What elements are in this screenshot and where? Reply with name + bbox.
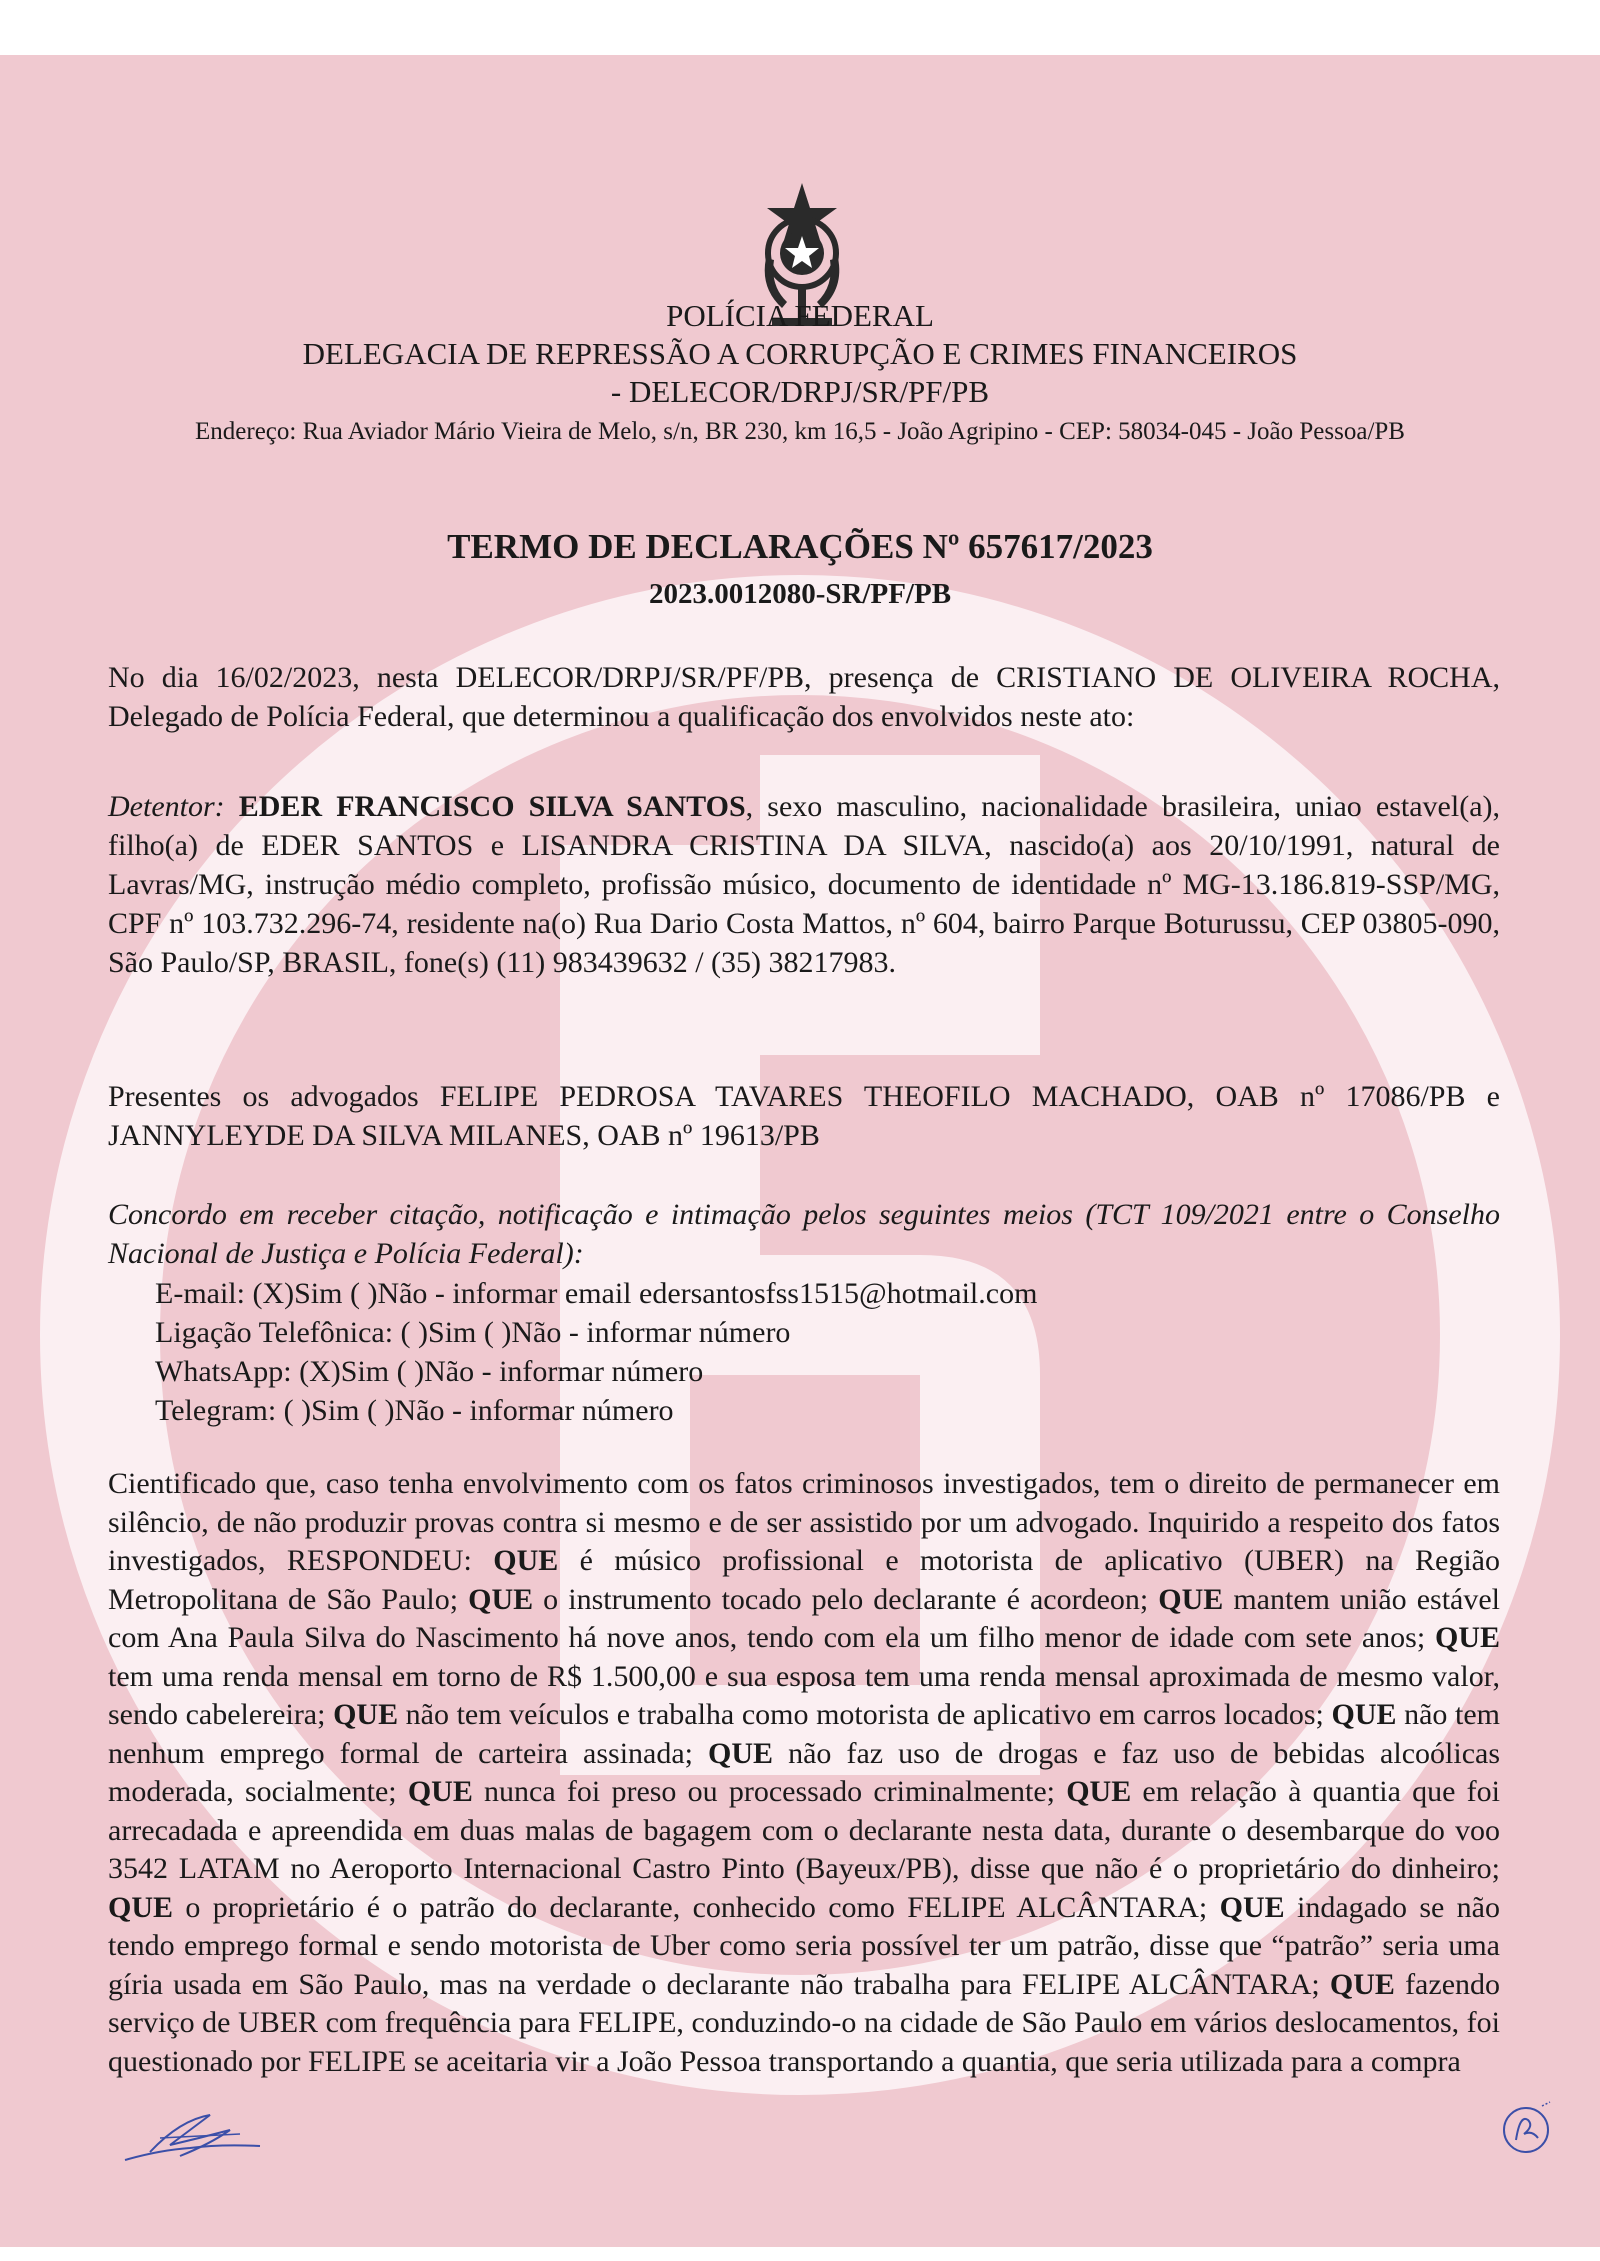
organization-name: POLÍCIA FEDERAL: [666, 298, 934, 333]
que-marker: QUE: [1331, 1698, 1397, 1731]
detentor-label: Detentor:: [108, 790, 225, 823]
que-marker: QUE: [468, 1582, 534, 1616]
statement-text: fazendo serviço de UBER com frequência para FELIPE, conduzindo-o na cidade de São Paulo em vários deslocamentos, foi questionado por FELIPE se aceitaria vir a João Pessoa transportando a quantia, que seria utilizada para a compra: [108, 1967, 1501, 2078]
detentor-name: EDER FRANCISCO SILVA SANTOS: [238, 790, 746, 823]
statement-text: o instrumento tocado pelo declarante é acordeon;: [533, 1582, 1159, 1616]
statement-text: é músico profissional e motorista de aplicativo (UBER) na Região Metropolitana de São Paulo;: [108, 1544, 1500, 1616]
statement-text: nunca foi preso ou processado criminalmente;: [472, 1775, 1067, 1808]
unit-code: - DELECOR/DRPJ/SR/PF/PB: [610, 374, 990, 409]
lawyers-paragraph: Presentes os advogados FELIPE PEDROSA TAVARES THEOFILO MACHADO, OAB nº 17086/PB e JANNYLEYDE DA SILVA MILANES, OAB nº 19613/PB: [108, 1080, 1500, 1152]
document-reference: 2023.0012080-SR/PF/PB: [648, 578, 952, 610]
detentor-paragraph: [108, 787, 1500, 982]
que-marker: QUE: [1066, 1775, 1132, 1808]
que-marker: QUE: [1219, 1890, 1285, 1924]
que-marker: QUE: [1329, 1967, 1395, 2001]
contact-option-whatsapp: WhatsApp: (X)Sim ( )Não - informar número: [155, 1355, 704, 1388]
que-marker: QUE: [1434, 1621, 1500, 1654]
contact-option-telegram: Telegram: ( )Sim ( )Não - informar número: [155, 1394, 674, 1427]
detentor-details: , sexo masculino, nacionalidade brasileira, uniao estavel(a), filho(a) de EDER SANTOS e LISANDRA CRISTINA DA SILVA, nascido(a) aos 20/10/1991, natural de Lavras/MG, instrução médio completo, profissão músico, documento de identidade nº MG-13.186.819-SSP/MG, CPF nº 103.732.296-74, residente na(o) Rua Dario Costa Mattos, nº 604, bairro Parque Boturussu, CEP 03805-090, São Paulo/SP, BRASIL, fone(s) (11) 983439632 / (35) 38217983.: [108, 790, 1500, 979]
rubric-right-icon: [1498, 2100, 1554, 2156]
statement-text: em relação à quantia que foi arrecadada e apreendida em duas malas de bagagem com o declarante nesta data, durante o desembarque do voo 3542 LATAM no Aeroporto Internacional Castro Pinto (Bayeux/PB), disse que não é o proprietário do dinheiro;: [108, 1775, 1500, 1885]
statement-text: tem uma renda mensal em torno de R$ 1.500,00 e sua esposa tem uma renda mensal aproximada de mesmo valor, sendo cabelereira;: [108, 1659, 1500, 1731]
contact-option-phone: Ligação Telefônica: ( )Sim ( )Não - informar número: [155, 1316, 791, 1349]
que-marker: QUE: [708, 1736, 774, 1770]
signature-bottom-icon: [120, 2100, 280, 2170]
consent-paragraph: Concordo em receber citação, notificação e intimação pelos seguintes meios (TCT 109/2021 entre o Conselho Nacional de Justiça e Polícia Federal):: [108, 1198, 1500, 1270]
statement-text: não tem nenhum emprego formal de carteira assinada;: [108, 1698, 1500, 1770]
contact-options-list: [155, 1274, 1037, 1430]
statement-text: indagado se não tendo emprego formal e sendo motorista de Uber como seria possível ter um patrão, disse que “patrão” seria uma gíria usada em São Paulo, mas na verdade o declarante não trabalha para FELIPE ALCÂNTARA;: [108, 1890, 1501, 2001]
department-name: DELEGACIA DE REPRESSÃO A CORRUPÇÃO E CRIMES FINANCEIROS: [302, 336, 1298, 371]
que-marker: QUE: [407, 1775, 473, 1808]
statement-body: [108, 1465, 1500, 2081]
intro-paragraph: No dia 16/02/2023, nesta DELECOR/DRPJ/SR/PF/PB, presença de CRISTIANO DE OLIVEIRA ROCHA, Delegado de Polícia Federal, que determinou a qualificação dos envolvidos neste ato:: [108, 661, 1500, 733]
statement-text: não tem veículos e trabalha como motorista de aplicativo em carros locados;: [398, 1698, 1332, 1731]
que-marker: QUE: [1158, 1582, 1224, 1616]
document-title: TERMO DE DECLARAÇÕES Nº 657617/2023: [447, 527, 1153, 566]
document-page: [0, 55, 1600, 2247]
que-marker: QUE: [493, 1544, 559, 1577]
statement-text: Cientificado que, caso tenha envolvimento com os fatos criminosos investigados, tem o direito de permanecer em silêncio, de não produzir provas contra si mesmo e de ser assistido por um advogado. Inquirido a respeito dos fatos investigados, RESPONDEU:: [108, 1467, 1500, 1577]
statement-text: mantem união estável com Ana Paula Silva do Nascimento há nove anos, tendo com ela um filho menor de idade com sete anos;: [108, 1582, 1501, 1654]
statement-text: o proprietário é o patrão do declarante, conhecido como FELIPE ALCÂNTARA;: [173, 1890, 1220, 1924]
statement-text: não faz uso de drogas e faz uso de bebidas alcoólicas moderada, socialmente;: [108, 1736, 1500, 1808]
contact-option-email: E-mail: (X)Sim ( )Não - informar email edersantosfss1515@hotmail.com: [155, 1277, 1038, 1310]
que-marker: QUE: [108, 1890, 174, 1924]
que-marker: QUE: [333, 1698, 399, 1731]
address: Endereço: Rua Aviador Mário Vieira de Melo, s/n, BR 230, km 16,5 - João Agripino - CEP: 58034-045 - João Pessoa/PB: [195, 418, 1405, 445]
